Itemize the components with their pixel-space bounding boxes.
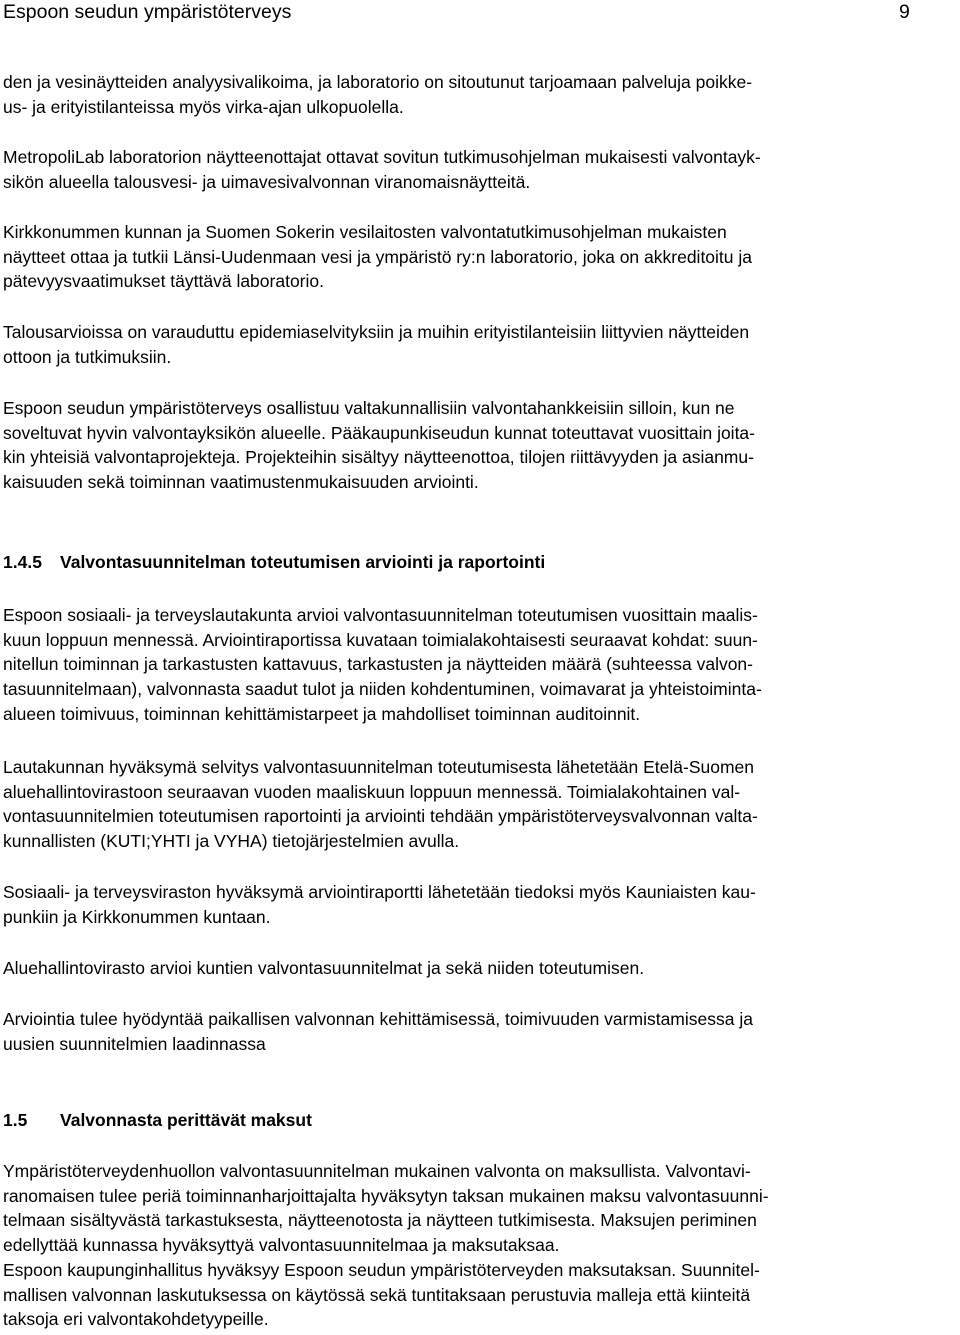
section-title: Valvonnasta perittävät maksut [60,1110,312,1130]
page-number: 9 [899,1,910,23]
paragraph-budget-epidemics: Talousarvioissa on varauduttu epidemiaselvityksiin ja muihin erityistilanteisiin liittyvien näytteiden ottoon ja tutkimuksiin. [3,322,750,367]
paragraph-utilise-evaluation: Arviointia tulee hyödyntää paikallisen valvonnan kehittämisessä, toimivuuden varmistamisessa ja uusien suunnitelmien laadinnassa [3,1009,753,1054]
running-header-title: Espoon seudun ympäristöterveys [3,1,292,23]
section-title: Valvontasuunnitelman toteutumisen arviointi ja raportointi [60,552,546,572]
paragraph-board-evaluation: Espoon sosiaali- ja terveyslautakunta arvioi valvontasuunnitelman toteutumisen vuosittain maalis- kuun loppuun mennessä. Arviointiraportissa kuvataan toimialakohtaisesti seuraavat kohdat: suun- nitellun toiminnan ja tarkastusten kattavuus, tarkastusten ja näytteiden määrä (suhteessa valvon- tasuunnitelmaan), valvonnasta saadut tulot ja niiden kohdentuminen, voimavarat ja yhteistoiminta- alueen toimivuus, toiminnan kehittämistarpeet ja mahdolliset toiminnan auditoinnit. [3,605,762,724]
section-heading-1-5 [3,1108,312,1132]
paragraph-metropolilab-sampling: MetropoliLab laboratorion näytteenottajat ottavat sovitun tutkimusohjelman mukaisesti valvontayk- sikön alueella talousvesi- ja uimavesivalvonnan viranomaisnäytteitä. [3,147,761,192]
paragraph-kirkkonummi-waterworks: Kirkkonummen kunnan ja Suomen Sokerin vesilaitosten valvontatutkimusohjelman mukaisten näytteet ottaa ja tutkii Länsi-Uudenmaan vesi ja ympäristö ry:n laboratorio, joka on akkreditoitu ja pätevyysvaatimukset täyttävä laboratorio. [3,222,753,292]
paragraph-national-projects: Espoon seudun ympäristöterveys osallistuu valtakunnallisiin valvontahankkeisiin silloin, kun ne soveltuvat hyvin valvontayksikön alueelle. Pääkaupunkiseudun kunnat toteuttavat vuosittain joita- kin yhteisiä valvontaprojekteja. Projekteihin sisältyy näytteenottoa, tilojen riittävyyden ja asianmu- kaisuuden sekä toiminnan vaatimustenmukaisuuden arviointi. [3,398,755,493]
section-number: 1.5 [3,1110,28,1130]
paragraph-laboratory-services: den ja vesinäytteiden analyysivalikoima, ja laboratorio on sitoutunut tarjoamaan palveluja poikke- us- ja erityistilanteissa myös virka-ajan ulkopuolella. [3,72,753,117]
paragraph-report-submission: Lautakunnan hyväksymä selvitys valvontasuunnitelman toteutumisesta lähetetään Etelä-Suomen aluehallintovirastoon seuraavan vuoden maaliskuun loppuun mennessä. Toimialakohtainen val- vontasuunnitelmien toteutumisen raportointi ja arviointi tehdään ympäristöterveysvalvonnan valta- kunnallisten (KUTI;YHTI ja VYHA) tietojärjestelmien avulla. [3,757,758,852]
paragraph-fees: Ympäristöterveydenhuollon valvontasuunnitelman mukainen valvonta on maksullista. Valvontavi- ranomaisen tulee periä toiminnanharjoittajalta hyväksytyn taksan mukainen maksu valvontasuunni- telmaan sisältyvästä tarkastuksesta, näytteenotosta ja näytteen tutkimisesta. Maksujen periminen edellyttää kunnassa hyväksyttyä valvontasuunnitelmaa ja maksutaksaa. Espoon kaupunginhallitus hyväksyy Espoon seudun ympäristöterveyden maksutaksan. Suunnitel- mallisen valvonnan laskutuksessa on käytössä sekä tuntitaksaan perustuvia malleja että kiinteitä taksoja eri valvontakohdetyypeille. [3,1161,769,1330]
section-number: 1.4.5 [3,552,42,572]
section-heading-1-4-5 [3,550,545,574]
paragraph-regional-agency: Aluehallintovirasto arvioi kuntien valvontasuunnitelmat ja sekä niiden toteutumisen. [3,958,645,978]
paragraph-report-notification: Sosiaali- ja terveysviraston hyväksymä arviointiraportti lähetetään tiedoksi myös Kauniaisten kau- punkiin ja Kirkkonummen kuntaan. [3,882,756,927]
